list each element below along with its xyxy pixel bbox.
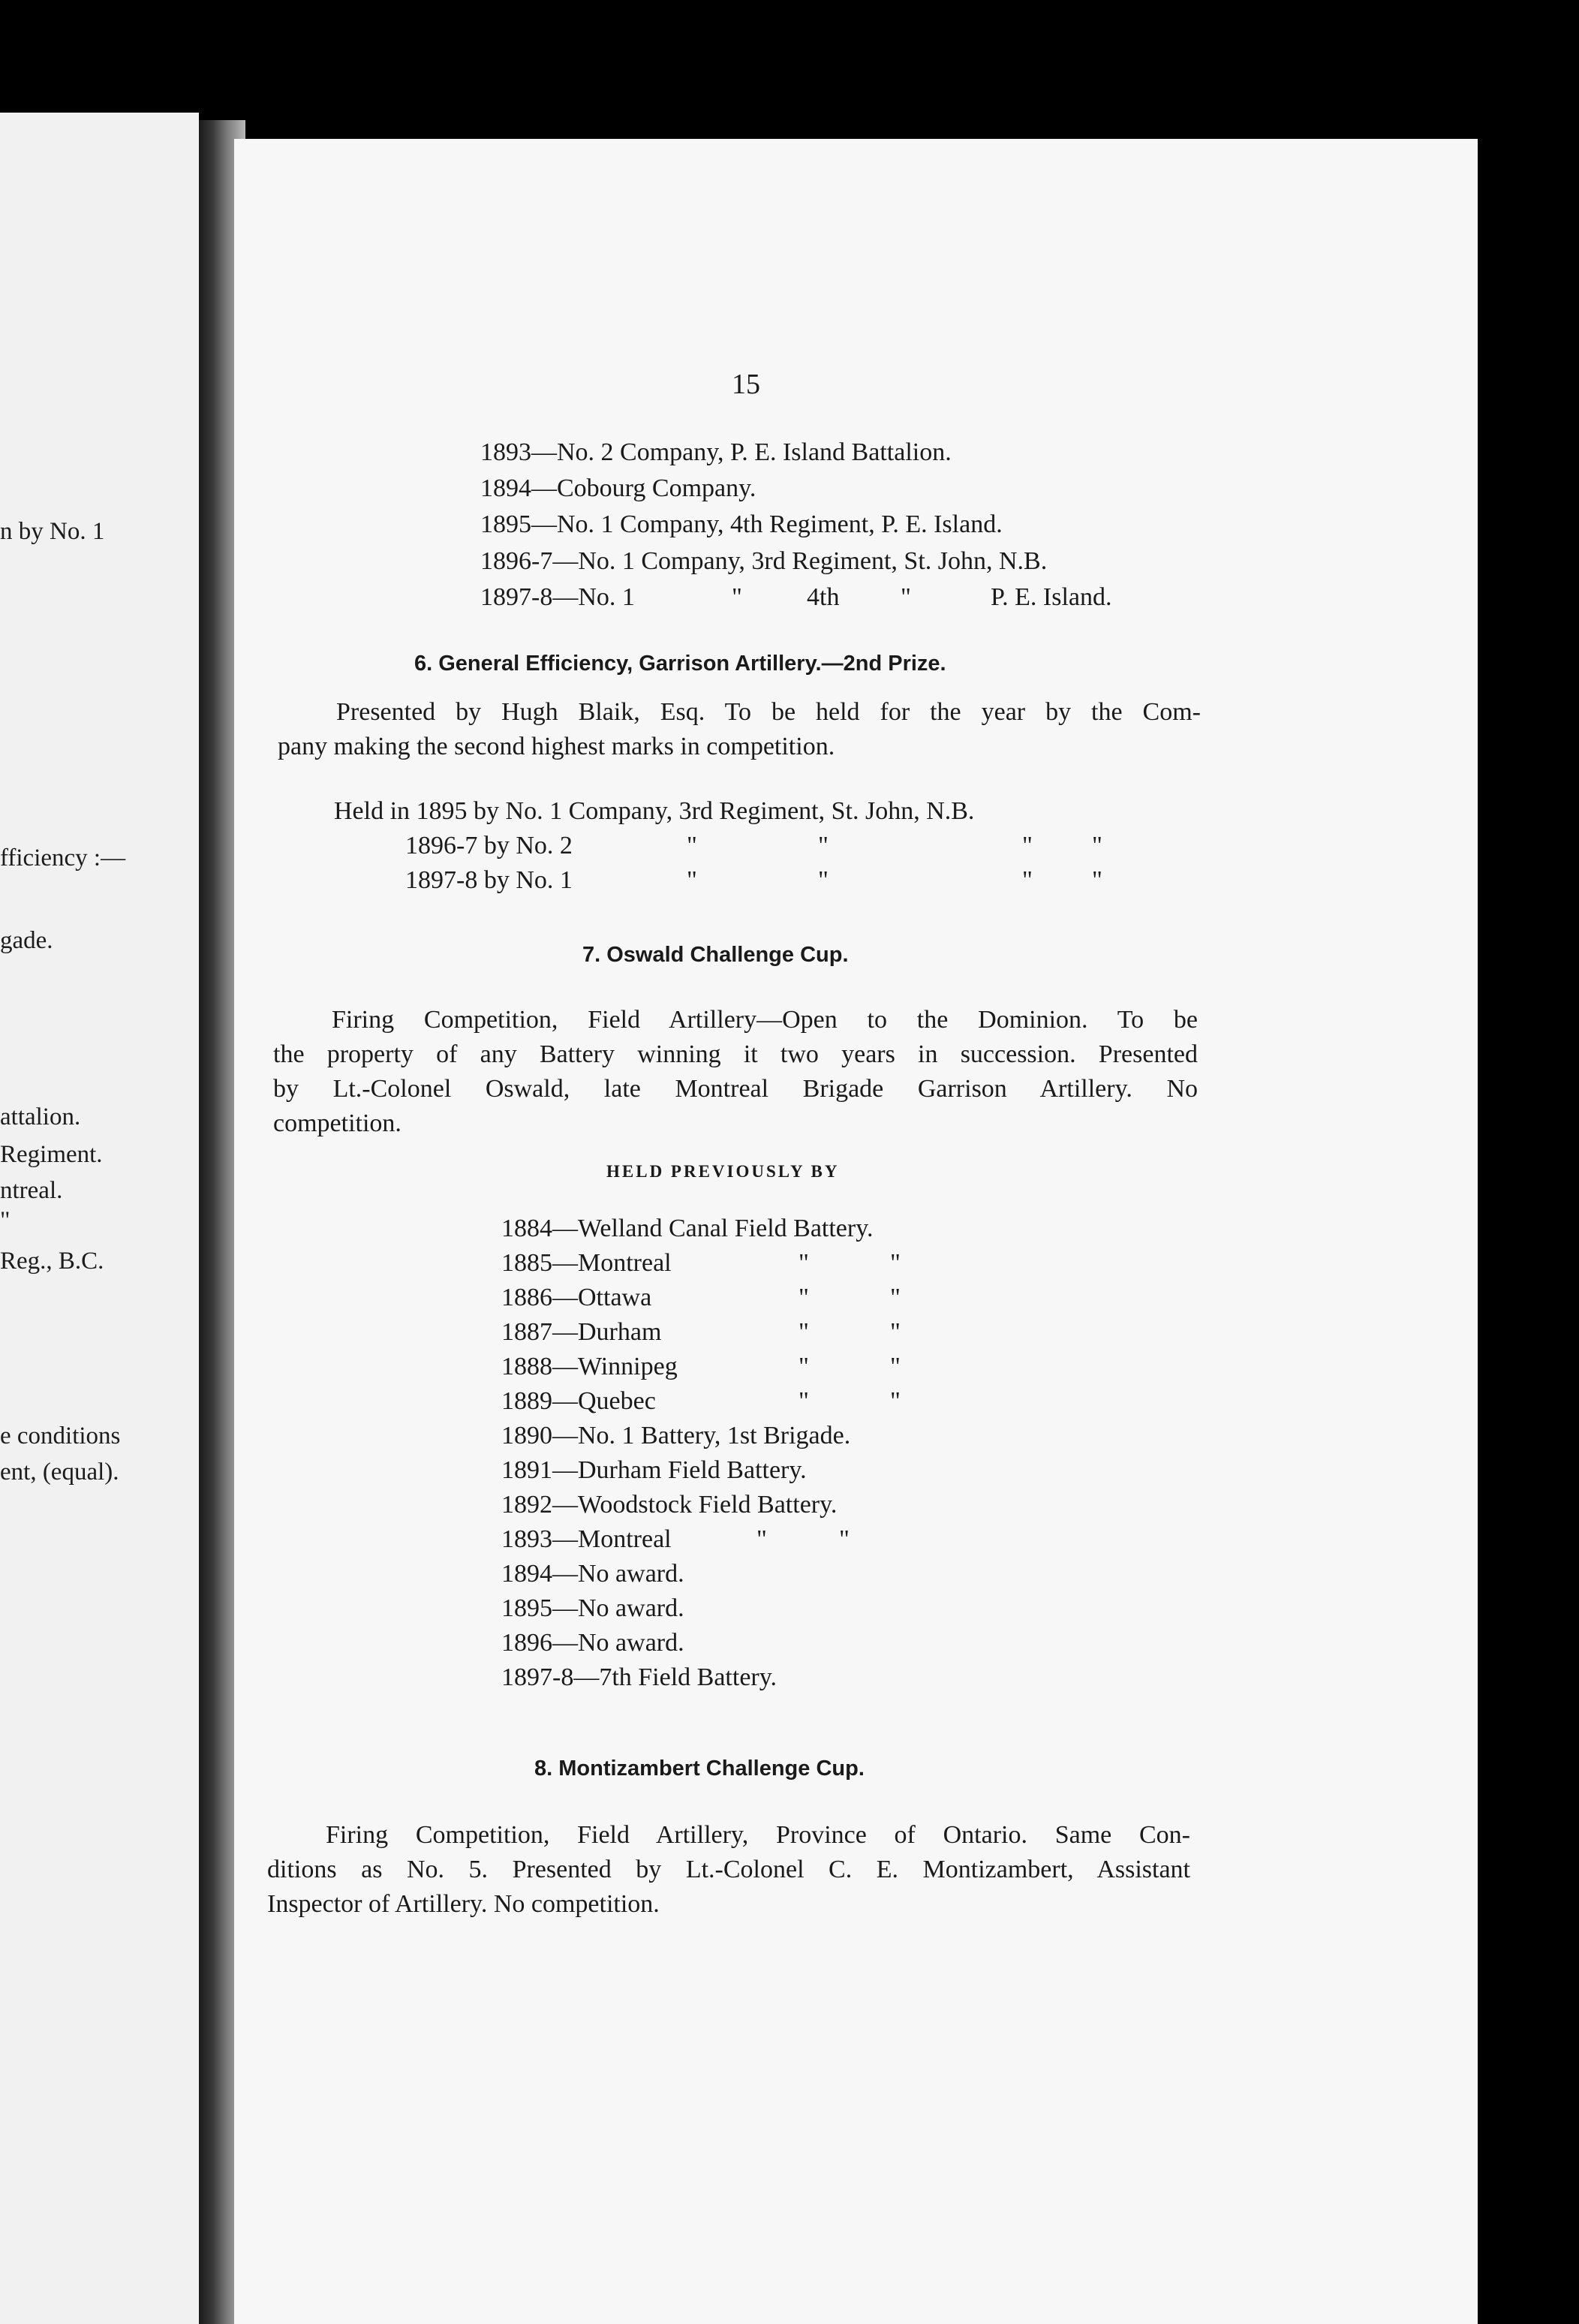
ditto-mark: " [890, 1318, 901, 1346]
ditto-mark: " [799, 1284, 809, 1311]
list-item-text: 1885—Montreal [501, 1249, 672, 1277]
held-row-year: 1897-8 by No. 1 [405, 866, 573, 894]
held-line: Held in 1895 by No. 1 Company, 3rd Regiment, St. John, N.B. [334, 797, 975, 825]
ditto-mark: " [901, 583, 911, 611]
section-heading: 6. General Efficiency, Garrison Artillery.—2nd Prize. [414, 652, 946, 676]
list-item: 1894—Cobourg Company. [480, 474, 756, 502]
paragraph-line: the property of any Battery winning it two years in succession. Presented [273, 1040, 1198, 1068]
section-paragraph [273, 1003, 1198, 1141]
list-item-text: 1890—No. 1 Battery, 1st Brigade. [501, 1422, 851, 1449]
held-row-year: 1896-7 by No. 2 [405, 832, 573, 859]
list-item-text: 1888—Winnipeg [501, 1353, 678, 1380]
list-item-text: 1892—Woodstock Field Battery. [501, 1491, 838, 1519]
list-item: 1895—No. 1 Company, 4th Regiment, P. E. Island. [480, 510, 1003, 538]
paragraph-line: by Lt.-Colonel Oswald, late Montreal Brigade Garrison Artillery. No [273, 1075, 1198, 1103]
ditto-mark: " [1022, 832, 1033, 859]
left-page-line: attalion. [0, 1103, 81, 1130]
left-page-line: ntreal. [0, 1177, 63, 1204]
ditto-mark: " [756, 1525, 767, 1553]
paragraph-line: Inspector of Artillery. No competition. [267, 1890, 660, 1918]
page-number: 15 [732, 369, 760, 400]
paragraph-line: competition. [273, 1109, 402, 1137]
ditto-mark: " [890, 1284, 901, 1311]
subheading: HELD PREVIOUSLY BY [606, 1162, 840, 1181]
list-item-text: 1884—Welland Canal Field Battery. [501, 1215, 874, 1242]
ditto-mark: " [818, 866, 829, 894]
ditto-mark: " [890, 1387, 901, 1415]
ditto-mark: " [687, 866, 697, 894]
section-paragraph [278, 695, 1201, 764]
section-heading: 8. Montizambert Challenge Cup. [534, 1757, 865, 1781]
list-item: 1893—No. 2 Company, P. E. Island Battalion. [480, 438, 952, 466]
paragraph-line: Firing Competition, Field Artillery—Open to the Dominion. To be [332, 1006, 1198, 1034]
list-item-regiment: 4th [807, 583, 840, 611]
paragraph-line: Firing Competition, Field Artillery, Province of Ontario. Same Con- [326, 1821, 1190, 1849]
left-page-line: n by No. 1 [0, 518, 105, 545]
list-item-text: 1886—Ottawa [501, 1284, 652, 1311]
list-item-text: 1889—Quebec [501, 1387, 656, 1415]
ditto-mark: " [818, 832, 829, 859]
paragraph-line: ditions as No. 5. Presented by Lt.-Colonel C. E. Montizambert, Assistant [267, 1856, 1190, 1883]
ditto-mark: " [839, 1525, 850, 1553]
ditto-mark: " [890, 1353, 901, 1380]
list-item: 1896-7—No. 1 Company, 3rd Regiment, St. John, N.B. [480, 547, 1048, 575]
ditto-mark: " [890, 1249, 901, 1277]
ditto-mark: " [1022, 866, 1033, 894]
ditto-mark: " [1092, 866, 1102, 894]
list-item-year: 1897-8—No. 1 [480, 583, 635, 611]
list-item-text: 1894—No award. [501, 1560, 684, 1588]
list-item-text: 1897-8—7th Field Battery. [501, 1663, 777, 1691]
paragraph-line: pany making the second highest marks in competition. [278, 733, 835, 760]
left-page-line: fficiency :— [0, 844, 126, 872]
ditto-mark: " [799, 1318, 809, 1346]
ditto-mark: " [687, 832, 697, 859]
list-item-text: 1887—Durham [501, 1318, 662, 1346]
paragraph-line: Presented by Hugh Blaik, Esq. To be held for the year by the Com- [336, 698, 1201, 726]
left-page-fragment [0, 113, 199, 2324]
section-paragraph [267, 1818, 1190, 1922]
left-page-line: e conditions [0, 1422, 121, 1449]
list-item-place: P. E. Island. [991, 583, 1112, 611]
list-item-text: 1893—Montreal [501, 1525, 672, 1553]
section-heading: 7. Oswald Challenge Cup. [582, 943, 849, 967]
ditto-mark: " [732, 583, 742, 611]
list-item-text: 1891—Durham Field Battery. [501, 1456, 807, 1484]
left-page-line: Regiment. [0, 1141, 103, 1168]
list-item-text: 1895—No award. [501, 1594, 684, 1622]
ditto-mark: " [799, 1249, 809, 1277]
ditto-mark: " [1092, 832, 1102, 859]
ditto-mark: " [799, 1353, 809, 1380]
left-page-line: gade. [0, 927, 53, 954]
left-page-line: Reg., B.C. [0, 1248, 104, 1275]
ditto-mark: " [799, 1387, 809, 1415]
list-item-text: 1896—No award. [501, 1629, 684, 1657]
left-page-line: " [0, 1207, 11, 1234]
left-page-line: ent, (equal). [0, 1459, 119, 1486]
